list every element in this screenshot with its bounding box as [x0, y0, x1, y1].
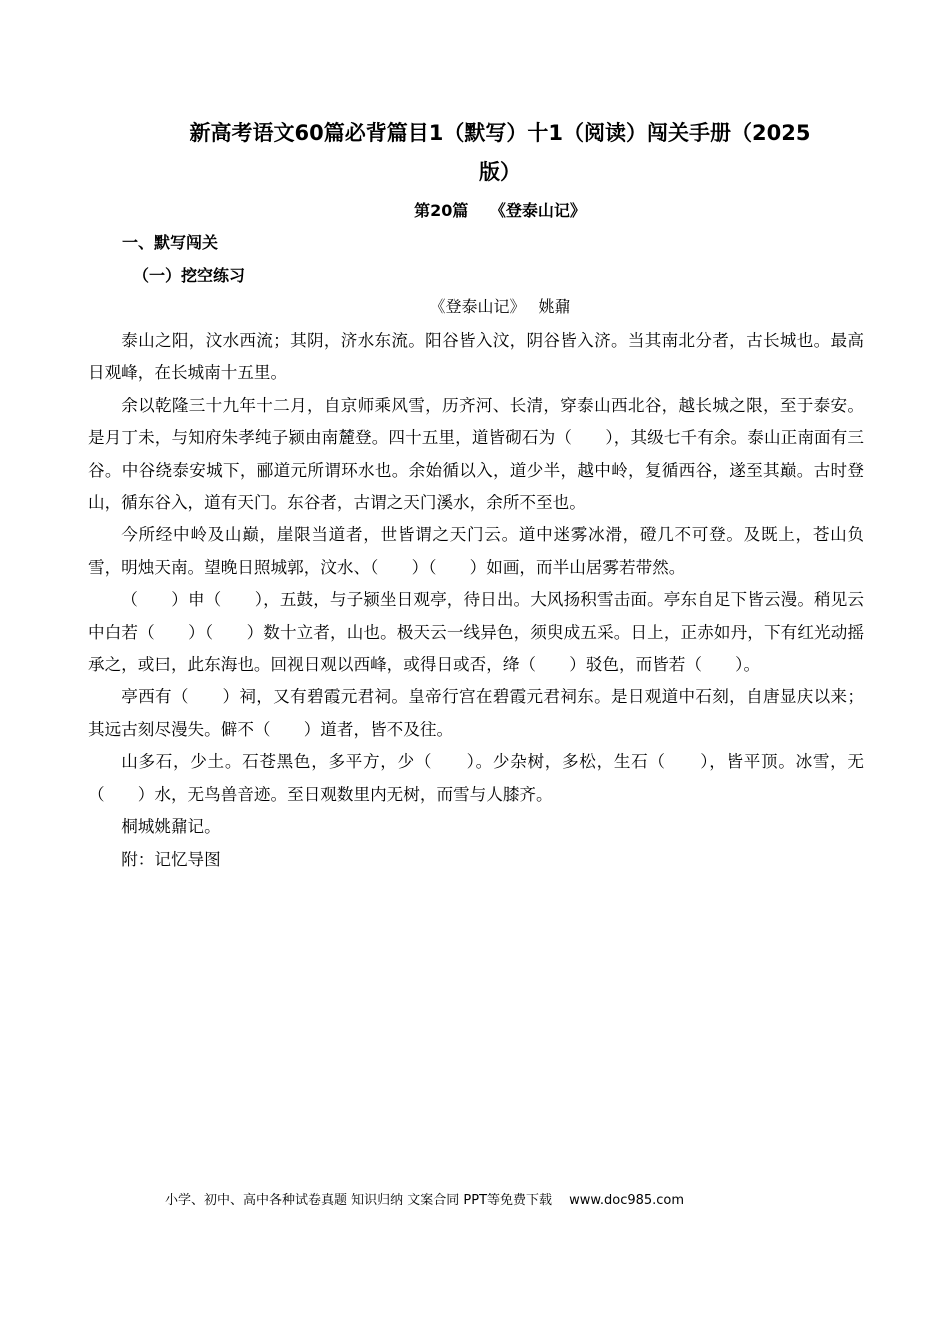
poem-body — [88, 325, 864, 876]
section-heading-dictation: 一、默写闯关 — [122, 233, 219, 252]
paragraph: （ ）申（ ），五鼓，与子颍坐日观亭，待日出。大风扬积雪击面。亭东自足下皆云漫。稍见云中白若（ ）（ ）数十立者，山也。极天云一线异色，须臾成五采。日上，正赤如丹，下有红光动摇承之，或曰，此东海也。回视日观以西峰，或得日或否，绛（ ）驳色，而皆若（ ）。 — [88, 590, 864, 675]
poem-heading: 《登泰山记》 姚鼐 — [429, 297, 571, 316]
chapter-subtitle: 第20篇 《登泰山记》 — [414, 201, 586, 220]
page-title: 新高考语文60篇必背篇目1（默写）十1（阅读）闯关手册（2025 — [189, 121, 811, 145]
paragraph: 亭西有（ ）祠，又有碧霞元君祠。皇帝行宫在碧霞元君祠东。是日观道中石刻，自唐显庆以来；其远古刻尽漫失。僻不（ ）道者，皆不及往。 — [88, 687, 864, 739]
paragraph: 桐城姚鼐记。 — [121, 817, 221, 837]
page-title-continued: 版） — [479, 160, 521, 184]
section-heading-cloze: （一）挖空练习 — [133, 266, 246, 285]
paragraph: 泰山之阳，汶水西流；其阴，济水东流。阳谷皆入汶，阴谷皆入济。当其南北分者，古长城也。最高日观峰，在长城南十五里。 — [88, 331, 864, 383]
paragraph: 余以乾隆三十九年十二月，自京师乘风雪，历齐河、长清，穿泰山西北谷，越长城之限，至于泰安。是月丁未，与知府朱孝纯子颍由南麓登。四十五里，道皆砌石为（ ），其级七千有余。泰山正南面有三谷。中谷绕泰安城下，郦道元所谓环水也。余始循以入，道少半，越中岭，复循西谷，遂至其巅。古时登山，循东谷入，道有天门。东谷者，古谓之天门溪水，余所不至也。 — [88, 395, 864, 513]
page-footer: 小学、初中、高中各种试卷真题 知识归纳 文案合同 PPT等免费下载 www.doc985.com — [165, 1193, 685, 1208]
paragraph: 附：记忆导图 — [121, 849, 221, 869]
paragraph: 今所经中岭及山巅，崖限当道者，世皆谓之天门云。道中迷雾冰滑，磴几不可登。及既上，苍山负雪，明烛天南。望晚日照城郭，汶水、（ ）（ ）如画，而半山居雾若带然。 — [88, 525, 864, 577]
paragraph: 山多石，少土。石苍黑色，多平方，少（ ）。少杂树，多松，生石（ ），皆平顶。冰雪，无（ ）水，无鸟兽音迹。至日观数里内无树，而雪与人膝齐。 — [88, 752, 864, 804]
